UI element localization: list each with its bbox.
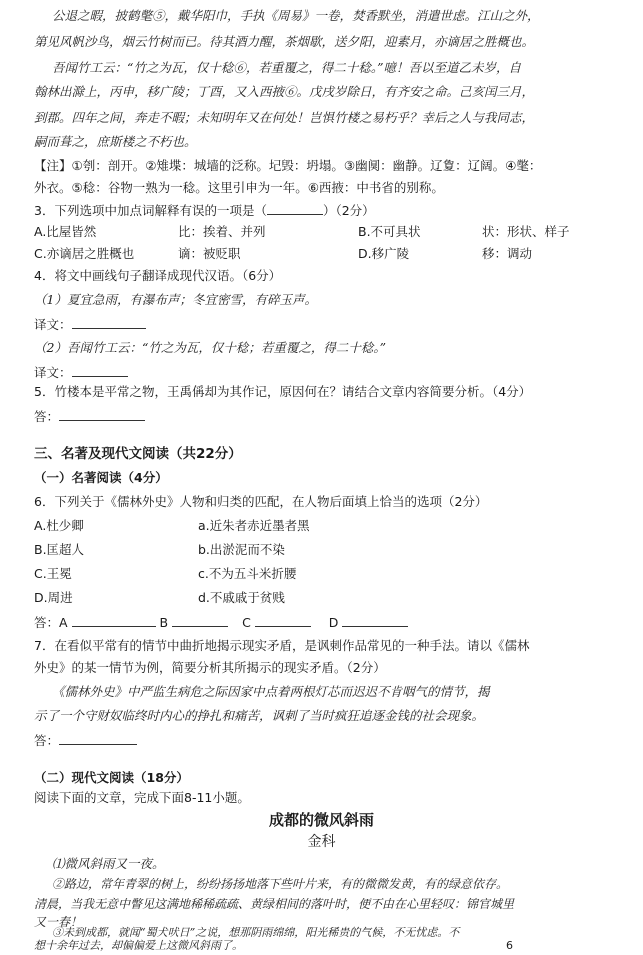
- notes-line-2: 外衣。⑤稔：谷物一熟为一稔。这里引申为一年。⑥西掖：中书省的别称。: [34, 180, 444, 195]
- section-3-sub1: （一）名著阅读（4分）: [34, 470, 168, 485]
- page-number: 6: [506, 939, 513, 952]
- q7-answer: 答：: [34, 732, 137, 749]
- q4-sentence-2: （2）吾闻竹工云：“竹之为瓦，仅十稔；若重覆之，得二十稔。”: [34, 340, 386, 355]
- q3-stem: 3．下列选项中加点词解释有误的一项是（ ）（2分）: [34, 203, 375, 218]
- q3-option-b: B.不可具状: [358, 224, 421, 239]
- passage-line-2: 第见风帆沙鸟，烟云竹树而已。待其酒力醒，茶烟歇，送夕阳，迎素月，亦谪居之胜概也。: [34, 34, 535, 49]
- q3-option-c-gloss: 谪：被贬职: [178, 246, 241, 261]
- passage-line-3: 吾闻竹工云：“竹之为瓦，仅十稔⑥，若重覆之，得二十稔。”噫！吾以至道乙未岁，自: [52, 60, 522, 75]
- article-author: 金科: [307, 834, 336, 850]
- q7-handwritten-1: 《儒林外史》中严监生病危之际因家中点着两根灯芯而迟迟不肯咽气的情节，揭: [52, 684, 490, 699]
- q6-answer-a-blank[interactable]: [72, 614, 156, 627]
- q4-answer-2: 译文：: [34, 364, 128, 381]
- passage-line-1: 公退之暇，披鹤氅⑤，戴华阳巾，手执《周易》一卷，焚香默坐，消遣世虑。江山之外，: [52, 8, 540, 23]
- q6-person-a: A.杜少卿: [34, 518, 84, 533]
- q3-option-a-gloss: 比：挨着、并列: [178, 224, 266, 239]
- q6-answer-c-blank[interactable]: [255, 614, 311, 627]
- modern-sub2: （二）现代文阅读（18分）: [34, 770, 189, 785]
- passage-line-4: 翰林出滁上，丙申，移广陵；丁酉，又入西掖⑥。戊戌岁除日，有齐安之命。己亥闰三月，: [34, 84, 535, 99]
- q3-option-d-gloss: 移：调动: [482, 246, 533, 261]
- q6-trait-d: d.不戚戚于贫贱: [198, 590, 285, 605]
- passage-line-6: 嗣而葺之，庶斯楼之不朽也。: [34, 134, 197, 149]
- para-3-line-1: ③未到成都，就闻“蜀犬吠日”之说，想那阴雨绵绵，阳光稀贵的气候，不无忧虑。不: [52, 926, 460, 939]
- q7-handwritten-2: 示了一个守财奴临终时内心的挣扎和痛苦，讽刺了当时疯狂追逐金钱的社会现象。: [34, 708, 485, 723]
- passage-line-5: 到郡。四年之间，奔走不暇；未知明年又在何处！岂惧竹楼之易朽乎？幸后之人与我同志，: [34, 110, 535, 125]
- q5-answer-blank[interactable]: [59, 408, 145, 421]
- q6-stem: 6．下列关于《儒林外史》人物和归类的匹配，在人物后面填上恰当的选项（2分）: [34, 494, 488, 509]
- para-2-line-2: 清晨，当我无意中瞥见这满地稀稀疏疏、黄绿相间的落叶时，便不由在心里轻叹：锦官城里: [34, 897, 515, 911]
- q6-trait-a: a.近朱者赤近墨者黑: [198, 518, 310, 533]
- article-title: 成都的微风斜雨: [268, 811, 374, 829]
- q6-person-d: D.周进: [34, 590, 73, 605]
- q5-answer: 答：: [34, 408, 145, 425]
- modern-intro: 阅读下面的文章，完成下面8-11小题。: [34, 790, 250, 805]
- q3-option-c: C.亦谪居之胜概也: [34, 246, 135, 261]
- q4-answer-1-blank[interactable]: [72, 316, 146, 329]
- q4-answer-1: 译文：: [34, 316, 146, 333]
- notes-line-1: 【注】①刳：剖开。②雉堞：城墙的泛称。圮毁：坍塌。③幽阒：幽静。辽夐：辽阔。④氅：: [34, 158, 542, 173]
- q5-stem: 5．竹楼本是平常之物，王禹偁却为其作记，原因何在？请结合文章内容简要分析。（4分）: [34, 384, 532, 399]
- q3-option-b-gloss: 状：形状、样子: [482, 224, 570, 239]
- q6-person-c: C.王冕: [34, 566, 72, 581]
- para-1: ⑴微风斜雨又一夜。: [52, 856, 165, 871]
- q7-stem-1: 7．在看似平常有的情节中曲折地揭示现实矛盾，是讽刺作品常见的一种手法。请以《儒林: [34, 638, 530, 653]
- q4-sentence-1: （1）夏宜急雨，有瀑布声；冬宜密雪，有碎玉声。: [34, 292, 317, 307]
- q6-person-b: B.匡超人: [34, 542, 85, 557]
- para-3-line-2: 想十余年过去，却偏偏爱上这微风斜雨了。: [34, 939, 243, 952]
- q6-answer-b-blank[interactable]: [172, 614, 228, 627]
- para-2-line-1: ②路边，常年青翠的树上，纷纷扬扬地落下些叶片来，有的微微发黄，有的绿意依存。: [52, 877, 509, 891]
- q7-answer-blank[interactable]: [59, 732, 137, 745]
- q4-answer-2-blank[interactable]: [72, 364, 128, 377]
- q3-answer-blank[interactable]: [267, 202, 323, 215]
- para-2-line-3: 又一春！: [34, 915, 83, 929]
- q3-option-a: A.比屋皆然: [34, 224, 97, 239]
- q6-trait-b: b.出淤泥而不染: [198, 542, 285, 557]
- q6-answer-row: 答：A B C D: [34, 614, 408, 631]
- q4-stem: 4．将文中画线句子翻译成现代汉语。（6分）: [34, 268, 282, 283]
- q7-stem-2: 外史》的某一情节为例，简要分析其所揭示的现实矛盾。（2分）: [34, 660, 386, 675]
- q6-answer-d-blank[interactable]: [342, 614, 408, 627]
- section-3-heading: 三、名著及现代文阅读（共22分）: [34, 446, 242, 462]
- q6-trait-c: c.不为五斗米折腰: [198, 566, 297, 581]
- q3-option-d: D.移广陵: [358, 246, 410, 261]
